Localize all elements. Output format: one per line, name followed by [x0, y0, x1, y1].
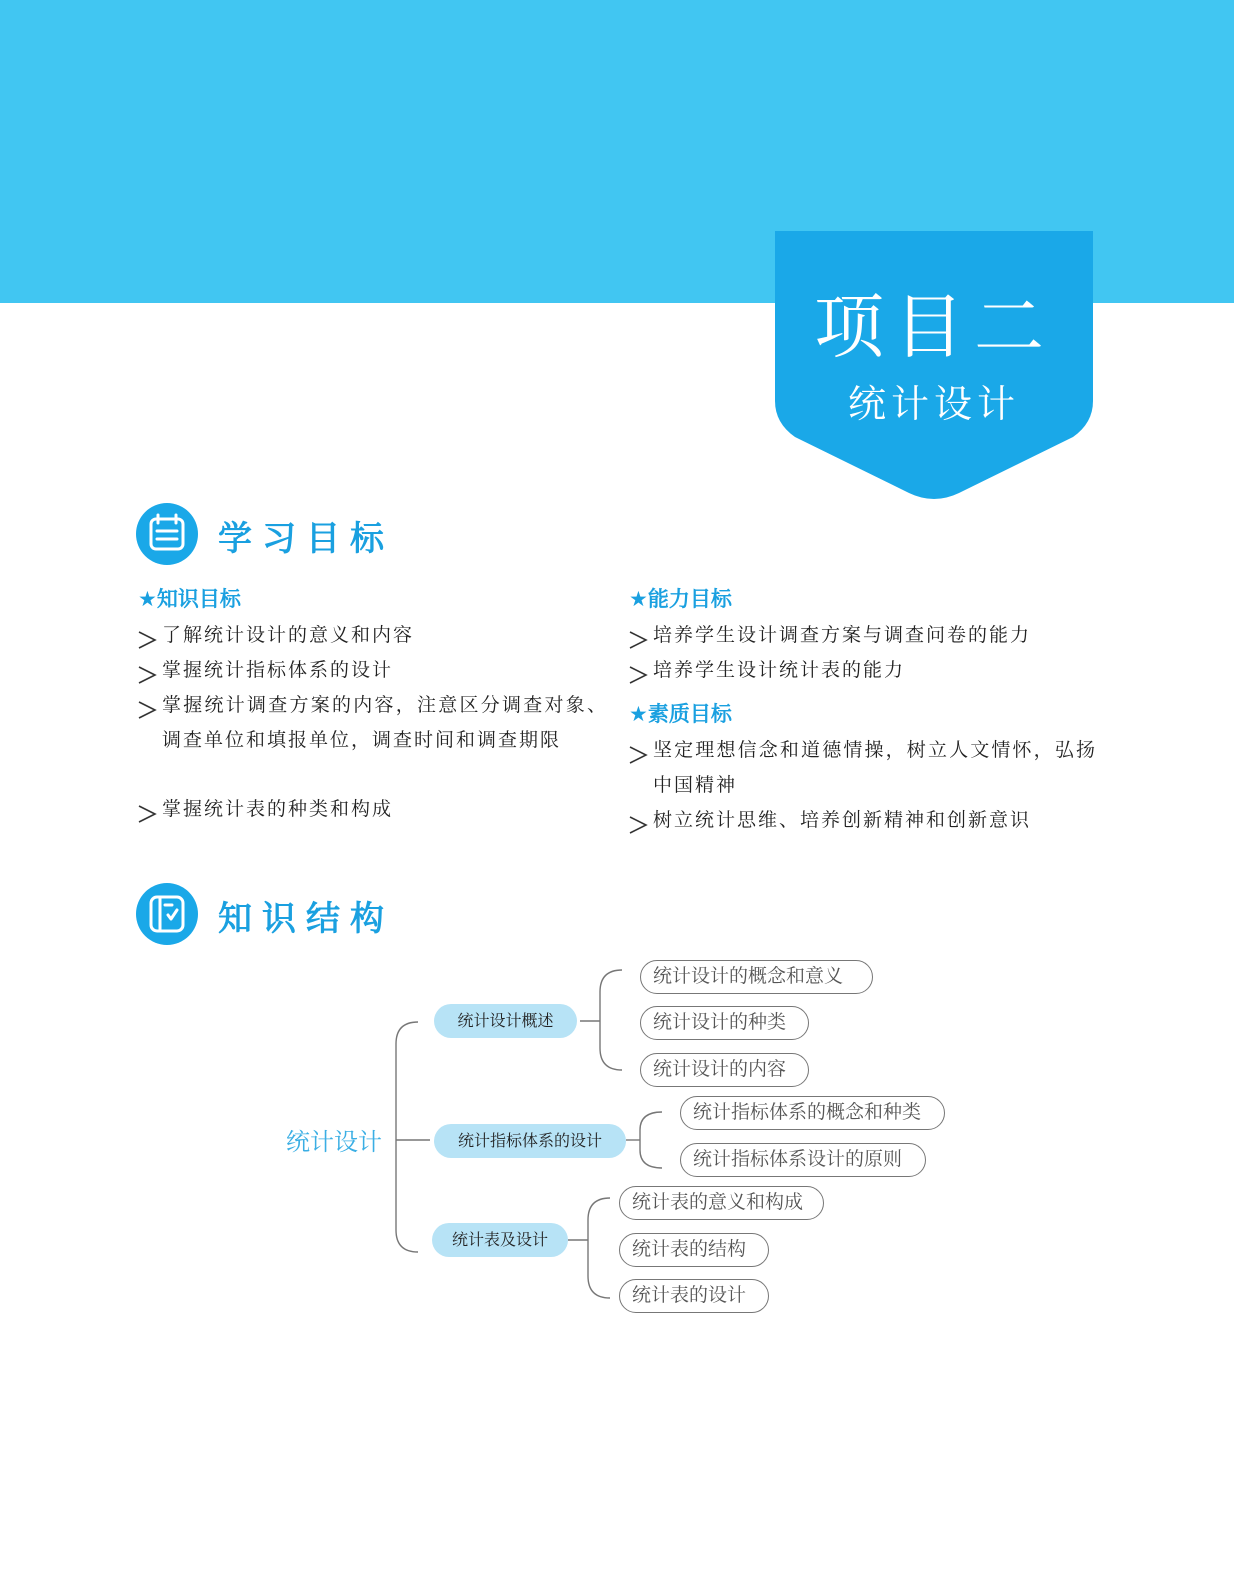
structure-section-header [136, 883, 436, 945]
mindmap-leaf: 统计指标体系设计的原则 [680, 1143, 926, 1177]
ability-goal-text: 培养学生设计调查方案与调查问卷的能力 [653, 624, 1032, 646]
quality-goal-text: 坚定理想信念和道德情操，树立人文情怀，弘扬中国精神 [653, 739, 1097, 796]
chapter-badge [775, 231, 1093, 501]
calendar-list-icon [136, 503, 198, 565]
chapter-number: 项目二 [814, 286, 1054, 368]
quality-goals-heading: ★素质目标 [629, 702, 732, 726]
mindmap-branch: 统计指标体系的设计 [434, 1124, 626, 1158]
mindmap-leaf: 统计设计的概念和意义 [640, 960, 873, 994]
chevron-right-icon [627, 629, 649, 651]
quality-goal-item [627, 733, 1097, 803]
chevron-right-icon [627, 814, 649, 836]
knowledge-goals-heading: ★知识目标 [138, 587, 241, 611]
chevron-right-icon [136, 629, 158, 651]
mindmap-leaf: 统计指标体系的概念和种类 [680, 1096, 945, 1130]
ability-goal-text: 培养学生设计统计表的能力 [653, 659, 906, 681]
ability-goal-item [627, 618, 1107, 653]
ability-goals-heading: ★能力目标 [629, 587, 732, 611]
knowledge-goal-text: 掌握统计指标体系的设计 [162, 659, 394, 681]
goals-section-header [136, 503, 436, 565]
knowledge-goal-item [136, 618, 606, 653]
mindmap-leaf: 统计设计的种类 [640, 1006, 809, 1040]
ability-goal-item [627, 653, 1107, 688]
chapter-title: 统计设计 [847, 382, 1020, 426]
mindmap-branch: 统计表及设计 [432, 1223, 568, 1257]
quality-goal-item [627, 803, 1107, 838]
chevron-right-icon [136, 699, 158, 721]
mindmap-leaf: 统计表的结构 [619, 1233, 769, 1267]
mindmap-leaf: 统计设计的内容 [640, 1053, 809, 1087]
knowledge-goal-text: 掌握统计表的种类和构成 [162, 798, 394, 820]
chevron-right-icon [627, 744, 649, 766]
mindmap-branch: 统计设计概述 [434, 1004, 577, 1038]
knowledge-goal-text: 掌握统计调查方案的内容，注意区分调查对象、调查单位和填报单位，调查时间和调查期限 [162, 694, 608, 751]
knowledge-goal-text: 了解统计设计的意义和内容 [162, 624, 415, 646]
mindmap-leaf: 统计表的意义和构成 [619, 1186, 824, 1220]
chevron-right-icon [627, 664, 649, 686]
mindmap-root: 统计设计 [286, 1128, 382, 1156]
quality-goal-text: 树立统计思维、培养创新精神和创新意识 [653, 809, 1032, 831]
goals-section-title: 学习目标 [218, 519, 394, 559]
chevron-right-icon [136, 664, 158, 686]
knowledge-goal-item [136, 653, 606, 688]
structure-section-title: 知识结构 [218, 899, 394, 939]
chevron-right-icon [136, 803, 158, 825]
mindmap-leaf: 统计表的设计 [619, 1279, 769, 1313]
knowledge-goal-item [136, 792, 606, 827]
book-check-icon [136, 883, 198, 945]
knowledge-goal-item [136, 688, 608, 758]
